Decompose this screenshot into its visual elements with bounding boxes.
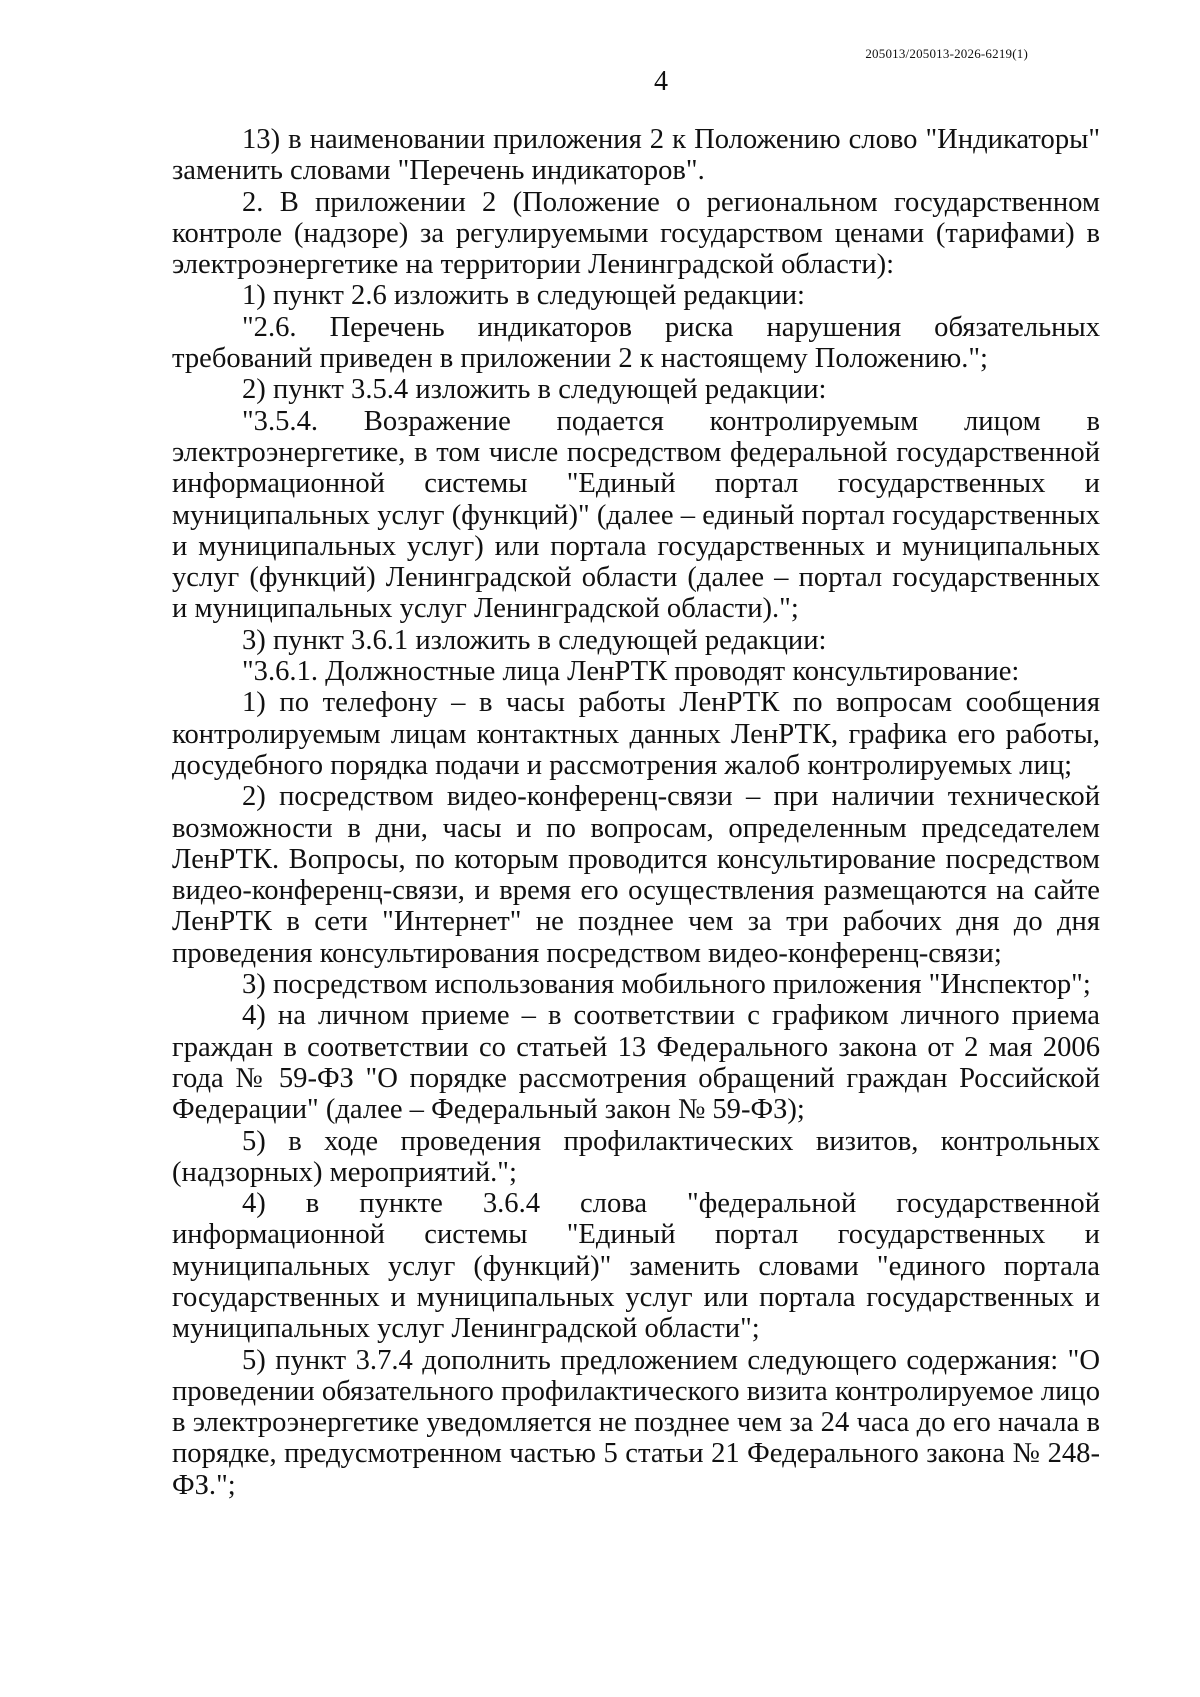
paragraph-section-2: 2. В приложении 2 (Положение о региональном государственном контроле (надзоре) за регулируемыми государством ценами (тарифами) в электроэнергетике на территории Ленинградской области): [172, 186, 1100, 281]
page-number: 4 [654, 66, 668, 97]
paragraph-clause-2-6: "2.6. Перечень индикаторов риска нарушения обязательных требований приведен в приложении 2 к настоящему Положению."; [172, 311, 1100, 375]
paragraph-subitem-3: 3) посредством использования мобильного приложения "Инспектор"; [242, 969, 1091, 1001]
paragraph-item-13: 13) в наименовании приложения 2 к Положению слово "Индикаторы" заменить словами "Перечень индикаторов". [172, 124, 1100, 187]
paragraph-point-2: 2) пункт 3.5.4 изложить в следующей редакции: [242, 374, 827, 406]
paragraph-point-4: 4) в пункте 3.6.4 слова "федеральной государственной информационной системы "Единый портал государственных и муниципальных услуг (функций)" заменить словами "единого портала государственных и муниципальных услуг или портала государственных и муниципальных услуг Ленинградской области"; [172, 1188, 1100, 1345]
paragraph-subitem-1: 1) по телефону – в часы работы ЛенРТК по вопросам сообщения контролируемым лицам контактных данных ЛенРТК, графика его работы, досудебного порядка подачи и рассмотрения жалоб контролируемых лиц; [172, 687, 1100, 781]
paragraph-clause-3-6-1: "3.6.1. Должностные лица ЛенРТК проводят консультирование: [242, 656, 1020, 688]
paragraph-point-3: 3) пункт 3.6.1 изложить в следующей редакции: [242, 624, 827, 656]
document-id: 205013/205013-2026-6219(1) [865, 46, 1028, 61]
paragraph-clause-3-5-4: "3.5.4. Возражение подается контролируемым лицом в электроэнергетике, в том числе посредством федеральной государственной информационной системы "Единый портал государственных и муниципальных услуг (функций)" (далее – единый портал государственных и муниципальных услуг) или портала государственных и муниципальных услуг (функций) Ленинградской области (далее – портал государственных и муниципальных услуг Ленинградской области)."; [172, 405, 1100, 625]
paragraph-subitem-2: 2) посредством видео-конференц-связи – при наличии технической возможности в дни, часы и по вопросам, определенным председателем ЛенРТК. Вопросы, по которым проводится консультирование посредством видео-конференц-связи, и время его осуществления размещаются на сайте ЛенРТК в сети "Интернет" не позднее чем за три рабочих дня до дня проведения консультирования посредством видео-конференц-связи; [172, 781, 1100, 969]
paragraph-subitem-5: 5) в ходе проведения профилактических визитов, контрольных (надзорных) мероприятий."; [172, 1125, 1100, 1188]
paragraph-subitem-4: 4) на личном приеме – в соответствии с графиком личного приема граждан в соответствии со статьей 13 Федерального закона от 2 мая 2006 года № 59-ФЗ "О порядке рассмотрения обращений граждан Российской Федерации" (далее – Федеральный закон № 59-ФЗ); [172, 1000, 1100, 1126]
document-body [172, 124, 1100, 1501]
paragraph-point-1: 1) пункт 2.6 изложить в следующей редакции: [242, 280, 805, 312]
paragraph-point-5: 5) пункт 3.7.4 дополнить предложением следующего содержания: "О проведении обязательного профилактического визита контролируемое лицо в электроэнергетике уведомляется не позднее чем за 24 часа до его начала в порядке, предусмотренном частью 5 статьи 21 Федерального закона № 248-ФЗ."; [172, 1344, 1100, 1501]
